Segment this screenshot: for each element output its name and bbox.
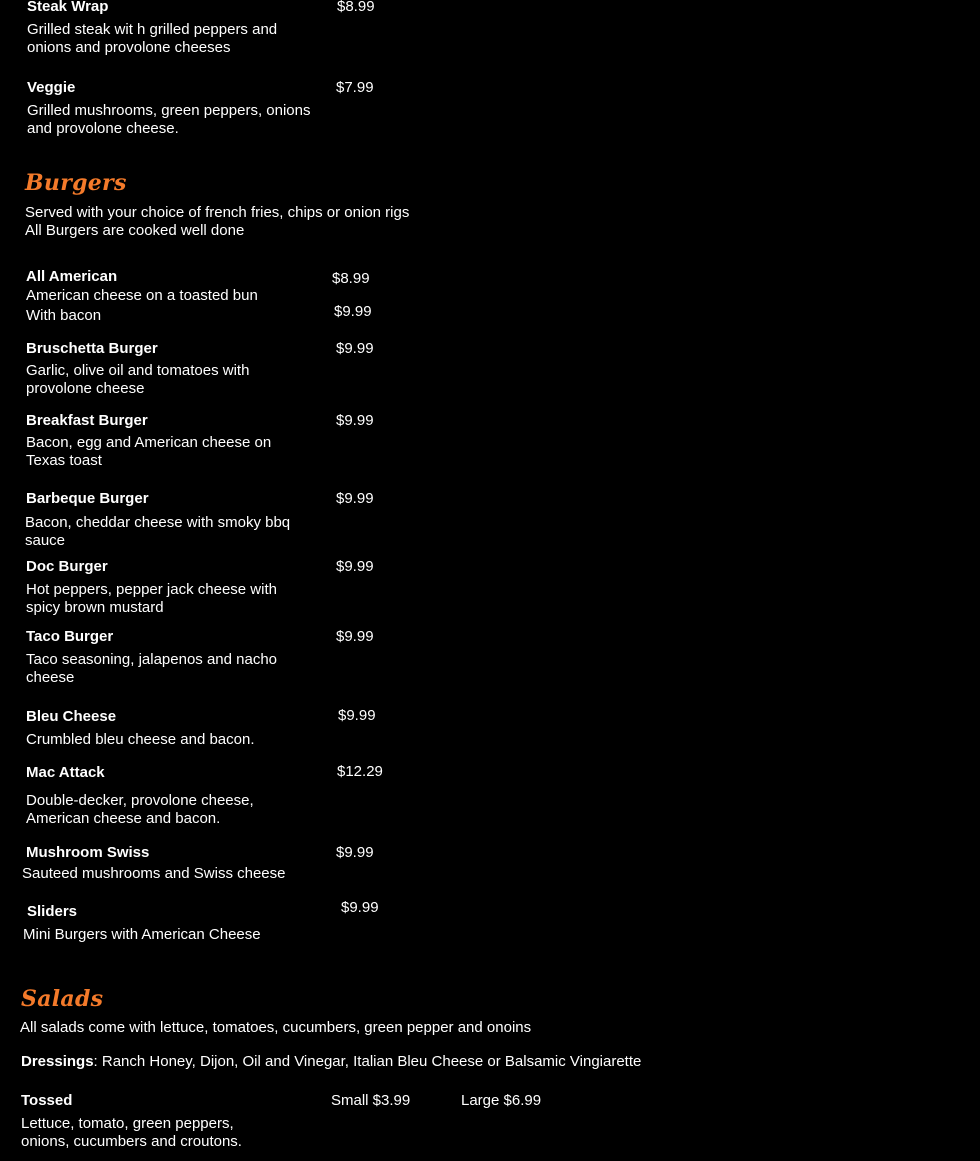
menu-item-name: Breakfast Burger: [26, 412, 148, 429]
menu-item-desc: Mini Burgers with American Cheese: [23, 926, 261, 943]
burgers-intro-2: All Burgers are cooked well done: [25, 222, 245, 239]
menu-item-desc: Hot peppers, pepper jack cheese with: [26, 581, 277, 598]
menu-item-price: $8.99: [332, 270, 370, 287]
veggie-wrap-price: $7.99: [336, 79, 374, 96]
tossed-salad-desc-2: onions, cucumbers and croutons.: [21, 1133, 242, 1150]
tossed-salad-desc-1: Lettuce, tomato, green peppers,: [21, 1115, 234, 1132]
veggie-wrap-desc-2: and provolone cheese.: [27, 120, 179, 137]
menu-item-name: Mushroom Swiss: [26, 844, 150, 861]
menu-item-price: $9.99: [336, 628, 374, 645]
menu-item-name: Mac Attack: [26, 764, 105, 781]
menu-item-price: $9.99: [336, 412, 374, 429]
menu-item-name: Barbeque Burger: [26, 490, 149, 507]
steak-wrap-desc-2: onions and provolone cheeses: [27, 39, 231, 56]
menu-item-desc: With bacon: [26, 307, 102, 324]
tossed-small-price: Small $3.99: [331, 1092, 411, 1109]
menu-item-desc: Bacon, cheddar cheese with smoky bbq: [25, 514, 291, 531]
menu-item-name: All American: [26, 268, 118, 285]
salads-intro: All salads come with lettuce, tomatoes, cucumbers, green pepper and onoins: [20, 1019, 532, 1036]
menu-item-price: $12.29: [337, 763, 383, 780]
burgers-intro-1: Served with your choice of french fries, chips or onion rigs: [25, 204, 410, 221]
menu-item-desc: Crumbled bleu cheese and bacon.: [26, 731, 255, 748]
menu-item-desc: American cheese and bacon.: [26, 810, 221, 827]
veggie-wrap-desc-1: Grilled mushrooms, green peppers, onions: [27, 102, 311, 119]
dressings-line: [21, 1053, 641, 1071]
menu-item-desc: Garlic, olive oil and tomatoes with: [26, 362, 250, 379]
menu-item-desc: Sauteed mushrooms and Swiss cheese: [22, 865, 286, 882]
menu-item-price: $9.99: [336, 844, 374, 861]
menu-item-desc: cheese: [26, 669, 75, 686]
menu-item-price: $9.99: [334, 303, 372, 320]
tossed-salad-name: Tossed: [21, 1092, 73, 1109]
tossed-large-price: Large $6.99: [461, 1092, 542, 1109]
menu-item-desc: American cheese on a toasted bun: [26, 287, 258, 304]
menu-item-price: $9.99: [338, 707, 376, 724]
menu-item-name: Bleu Cheese: [26, 708, 117, 725]
menu-item-desc: spicy brown mustard: [26, 599, 164, 616]
steak-wrap-name: Steak Wrap: [27, 0, 109, 15]
menu-item-desc: provolone cheese: [26, 380, 145, 397]
menu-item-desc: sauce: [25, 532, 66, 549]
dressings-label: Dressings: [21, 1053, 94, 1070]
menu-item-desc: Double-decker, provolone cheese,: [26, 792, 254, 809]
menu-item-name: Bruschetta Burger: [26, 340, 158, 357]
menu-item-name: Doc Burger: [26, 558, 108, 575]
menu-item-desc: Taco seasoning, jalapenos and nacho: [26, 651, 278, 668]
menu-item-price: $9.99: [336, 340, 374, 357]
menu-item-desc: Texas toast: [26, 452, 102, 469]
veggie-wrap-name: Veggie: [27, 79, 76, 96]
menu-item-desc: Bacon, egg and American cheese on: [26, 434, 272, 451]
burgers-heading: Burgers: [25, 170, 127, 196]
menu-item-name: Taco Burger: [26, 628, 114, 645]
salads-heading: Salads: [21, 986, 104, 1012]
menu-item-name: Sliders: [27, 903, 78, 920]
menu-item-price: $9.99: [341, 899, 379, 916]
steak-wrap-desc-1: Grilled steak wit h grilled peppers and: [27, 21, 278, 38]
menu-item-price: $9.99: [336, 490, 374, 507]
dressings-text: : Ranch Honey, Dijon, Oil and Vinegar, Italian Bleu Cheese or Balsamic Vingiarette: [93, 1053, 642, 1070]
menu-item-price: $9.99: [336, 558, 374, 575]
steak-wrap-price: $8.99: [337, 0, 375, 15]
